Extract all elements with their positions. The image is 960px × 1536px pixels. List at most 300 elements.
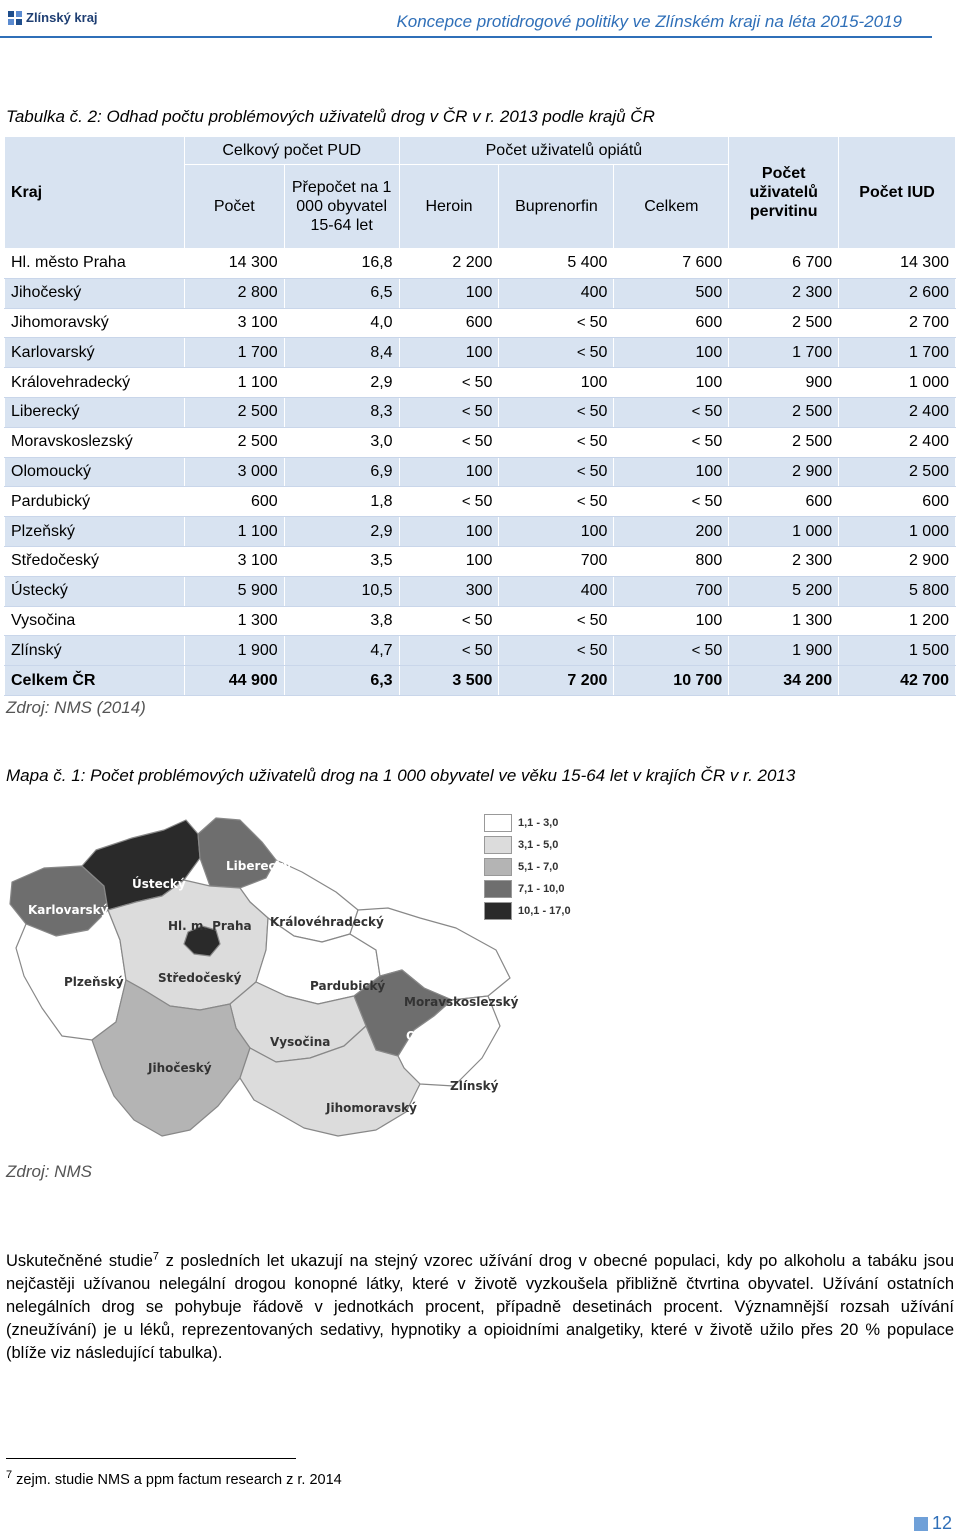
legend-item	[484, 878, 594, 900]
cell-pervitin	[729, 457, 839, 487]
cell-heroin	[399, 636, 499, 666]
table-row	[5, 368, 956, 398]
cell-pervitin	[729, 249, 839, 279]
table-row	[5, 487, 956, 517]
cell-value: 3,0	[370, 433, 393, 451]
cell-value: 800	[695, 552, 723, 570]
cell-celkem	[614, 487, 729, 517]
legend-label: 7,1 - 10,0	[518, 883, 565, 895]
table-row	[5, 636, 956, 666]
cell-value: 50	[589, 641, 608, 659]
cell-value: 1 500	[908, 641, 949, 659]
map-caption: Mapa č. 1: Počet problémových uživatelů drog na 1 000 obyvatel ve věku 15-64 let v krajích ČR v r. 2013	[6, 766, 796, 785]
legend-item	[484, 834, 594, 856]
legend-label: 1,1 - 3,0	[518, 817, 559, 829]
table-row	[5, 546, 956, 576]
cell-pervitin	[729, 666, 839, 696]
cell-value: 100	[465, 343, 493, 361]
cell-value: 4,7	[370, 641, 393, 659]
label-moravskoslezsky: Moravskoslezský	[404, 995, 519, 1009]
label-pardubicky: Pardubický	[310, 979, 386, 993]
cell-value: Karlovarský	[11, 343, 95, 361]
cell-buprenorfin	[499, 427, 614, 457]
cell-iud	[839, 666, 956, 696]
cell-heroin	[399, 666, 499, 696]
cell-value: 2 400	[908, 433, 949, 451]
cell-value: 6,5	[370, 284, 393, 302]
footnote-text: zejm. studie NMS a ppm factum research z r. 2014	[12, 1472, 342, 1488]
cell-value: 14 300	[900, 254, 949, 272]
cell-prepocet	[284, 249, 399, 279]
cell-iud	[839, 576, 956, 606]
cell-celkem	[614, 457, 729, 487]
header-iud: Počet IUD	[839, 137, 956, 249]
cell-value: 3,8	[370, 611, 393, 629]
cell-value: 4,0	[370, 313, 393, 331]
label-zlinsky: Zlínský	[450, 1079, 499, 1093]
cell-value: 50	[474, 611, 493, 629]
cell-iud	[839, 278, 956, 308]
logo-text: Zlínský kraj	[26, 10, 98, 25]
cell-value: 700	[580, 552, 608, 570]
paragraph-rest: z posledních let ukazují na stejný vzorec užívání drog v obecné populaci, kdy po alkoholu a tabáku jsou nejčastěji užívanou nelegální drogou konopné látky, které v životě vyzkoušela přibližně čtvrtina obyvatel. Užívání ostatních nelegálních drog se pohybuje řádově v jednotkách procent, případně desetinách procent. Významnější rozsah užívání (zneužívání) je u léků, reprezentovaných sedativy, hypnotiky a opioidními analgetiky, které v životě užilo přes 20 % populace (blíže viz následující tabulka).	[6, 1252, 954, 1362]
cell-value: 600	[695, 313, 723, 331]
cell-value: 2 900	[792, 462, 833, 480]
cell-value: 8,3	[370, 403, 393, 421]
table-total-row	[5, 666, 956, 696]
cell-value: 700	[695, 582, 723, 600]
cell-iud	[839, 546, 956, 576]
cell-heroin	[399, 487, 499, 517]
cell-value: 100	[580, 373, 608, 391]
legend-label: 3,1 - 5,0	[518, 839, 559, 851]
cell-celkem	[614, 606, 729, 636]
cell-iud	[839, 457, 956, 487]
label-jihomoravsky: Jihomoravský	[326, 1101, 417, 1115]
cell-value: 600	[251, 492, 278, 510]
label-olomoucky: Olomoucký	[406, 1029, 481, 1043]
cell-celkem	[614, 517, 729, 547]
cell-iud	[839, 338, 956, 368]
cell-pervitin	[729, 397, 839, 427]
cell-kraj	[5, 308, 185, 338]
legend-swatch	[484, 902, 512, 920]
cell-buprenorfin	[499, 397, 614, 427]
cell-value: 1 000	[908, 522, 949, 540]
cell-value: 6 700	[792, 254, 833, 272]
cell-celkem	[614, 546, 729, 576]
cell-celkem	[614, 249, 729, 279]
footnote-divider	[6, 1458, 296, 1459]
cell-celkem	[614, 397, 729, 427]
cell-value: 3 100	[237, 552, 278, 570]
cell-prepocet	[284, 457, 399, 487]
less-than-sign: <	[576, 313, 586, 331]
cell-iud	[839, 517, 956, 547]
cell-kraj	[5, 606, 185, 636]
cell-celkem	[614, 636, 729, 666]
cell-iud	[839, 368, 956, 398]
cell-kraj	[5, 338, 185, 368]
cell-value: 2 200	[452, 254, 493, 272]
cell-value: Olomoucký	[11, 462, 92, 480]
table-row	[5, 457, 956, 487]
cell-value: 1 000	[908, 373, 949, 391]
cell-pocet	[184, 427, 284, 457]
header-prepocet: Přepočet na 1 000 obyvatel 15-64 let	[284, 165, 399, 249]
cell-buprenorfin	[499, 576, 614, 606]
cell-value: 5 900	[237, 582, 278, 600]
cell-prepocet	[284, 338, 399, 368]
cell-value: 50	[474, 641, 493, 659]
cell-value: 600	[805, 492, 833, 510]
cell-value: 1 900	[237, 641, 278, 659]
cell-pocet	[184, 397, 284, 427]
cell-heroin	[399, 338, 499, 368]
cell-value: 2 600	[908, 284, 949, 302]
cell-value: 50	[589, 611, 608, 629]
cell-buprenorfin	[499, 278, 614, 308]
cell-celkem	[614, 368, 729, 398]
less-than-sign: <	[461, 373, 471, 391]
cell-pervitin	[729, 606, 839, 636]
cell-celkem	[614, 666, 729, 696]
table-row	[5, 427, 956, 457]
footnote-ref: 7	[152, 1250, 160, 1263]
cell-value: Zlínský	[11, 641, 62, 659]
cell-kraj	[5, 249, 185, 279]
page-number	[914, 1513, 952, 1534]
table-caption: Tabulka č. 2: Odhad počtu problémových uživatelů drog v ČR v r. 2013 podle krajů ČR	[6, 107, 655, 126]
cell-pocet	[184, 666, 284, 696]
less-than-sign: <	[461, 492, 471, 510]
cell-value: 600	[922, 492, 949, 510]
table-row	[5, 606, 956, 636]
region-liberecky	[198, 818, 276, 888]
cell-value: 100	[695, 373, 723, 391]
table-row	[5, 249, 956, 279]
label-praha: Hl. m. Praha	[168, 919, 252, 933]
cell-buprenorfin	[499, 249, 614, 279]
cell-value: 50	[589, 462, 608, 480]
cell-pervitin	[729, 278, 839, 308]
cell-buprenorfin	[499, 368, 614, 398]
cell-kraj	[5, 278, 185, 308]
cell-heroin	[399, 457, 499, 487]
cell-value: 1 200	[908, 611, 949, 629]
cell-value: 50	[704, 403, 723, 421]
cell-pocet	[184, 546, 284, 576]
paragraph-start: Uskutečněné studie	[6, 1252, 153, 1270]
table-row	[5, 397, 956, 427]
cell-value: 5 800	[908, 582, 949, 600]
cell-value: 34 200	[783, 671, 833, 689]
less-than-sign: <	[461, 641, 471, 659]
map-source: Zdroj: NMS	[6, 1162, 92, 1181]
cell-pervitin	[729, 368, 839, 398]
less-than-sign: <	[691, 492, 701, 510]
legend-swatch	[484, 836, 512, 854]
cell-value: 400	[580, 284, 608, 302]
less-than-sign: <	[576, 492, 586, 510]
label-karlovarsky: Karlovarský	[28, 903, 109, 917]
drug-users-table	[4, 136, 956, 696]
cell-kraj	[5, 368, 185, 398]
logo-icon	[8, 11, 22, 25]
less-than-sign: <	[576, 641, 586, 659]
cell-value: 1 900	[792, 641, 833, 659]
label-ustecky: Ústecký	[132, 877, 186, 891]
cell-buprenorfin	[499, 546, 614, 576]
cell-pocet	[184, 249, 284, 279]
cell-iud	[839, 397, 956, 427]
cell-value: 200	[695, 522, 723, 540]
label-liberecky: Liberecký	[226, 859, 292, 873]
cell-buprenorfin	[499, 666, 614, 696]
label-stredocesky: Středočeský	[158, 971, 242, 985]
legend-item	[484, 900, 594, 922]
cell-value: 8,4	[370, 343, 393, 361]
cell-value: 10,5	[361, 582, 393, 600]
table-row	[5, 576, 956, 606]
cell-value: 1 000	[792, 522, 833, 540]
cell-prepocet	[284, 517, 399, 547]
cell-pocet	[184, 606, 284, 636]
footnote	[6, 1469, 342, 1488]
cell-value: 100	[580, 522, 608, 540]
cell-pervitin	[729, 308, 839, 338]
cell-value: 50	[474, 373, 493, 391]
cell-value: 5 400	[567, 254, 608, 272]
cell-value: 50	[704, 492, 723, 510]
header-opiaty: Počet uživatelů opiátů	[399, 137, 729, 165]
cell-value: 2 500	[792, 433, 833, 451]
less-than-sign: <	[461, 403, 471, 421]
cell-pocet	[184, 576, 284, 606]
cell-value: 50	[589, 313, 608, 331]
cell-kraj	[5, 457, 185, 487]
cell-iud	[839, 427, 956, 457]
cell-pocet	[184, 487, 284, 517]
footnote-number: 7	[6, 1469, 13, 1482]
cell-value: 1 700	[792, 343, 833, 361]
cell-value: 44 900	[228, 671, 278, 689]
cell-value: 10 700	[673, 671, 723, 689]
header-pocet: Počet	[184, 165, 284, 249]
cell-kraj	[5, 487, 185, 517]
cell-value: 3 100	[237, 313, 278, 331]
cell-heroin	[399, 517, 499, 547]
cell-prepocet	[284, 278, 399, 308]
cell-value: Ústecký	[11, 582, 68, 600]
body-paragraph	[6, 1250, 954, 1365]
cell-value: 50	[589, 492, 608, 510]
cell-value: 7 600	[682, 254, 723, 272]
cell-heroin	[399, 249, 499, 279]
cell-value: 2,9	[370, 373, 393, 391]
legend-swatch	[484, 880, 512, 898]
cell-buprenorfin	[499, 338, 614, 368]
header-kraj: Kraj	[5, 137, 185, 249]
cell-value: 300	[465, 582, 493, 600]
cell-value: 600	[465, 313, 493, 331]
cell-value: 3,5	[370, 552, 393, 570]
document-title: Koncepce protidrogové politiky ve Zlínském kraji na léta 2015-2019	[396, 12, 902, 31]
cell-value: 2 500	[237, 403, 278, 421]
cell-value: 50	[474, 403, 493, 421]
cell-value: 2,9	[370, 522, 393, 540]
cell-value: 1 300	[792, 611, 833, 629]
cell-pervitin	[729, 427, 839, 457]
less-than-sign: <	[576, 343, 586, 361]
cell-value: 2 500	[792, 313, 833, 331]
cell-value: 16,8	[361, 254, 393, 272]
cell-value: Liberecký	[11, 403, 80, 421]
cell-value: 100	[465, 462, 493, 480]
table-row	[5, 338, 956, 368]
cell-value: 7 200	[567, 671, 608, 689]
cell-prepocet	[284, 576, 399, 606]
header-pervitin: Počet uživatelů pervitinu	[729, 137, 839, 249]
cell-buprenorfin	[499, 606, 614, 636]
cell-value: Pardubický	[11, 492, 91, 510]
cell-heroin	[399, 606, 499, 636]
legend-swatch	[484, 814, 512, 832]
less-than-sign: <	[576, 611, 586, 629]
header-divider	[0, 36, 932, 38]
header-buprenorfin: Buprenorfin	[499, 165, 614, 249]
cell-value: 2 400	[908, 403, 949, 421]
table-row	[5, 278, 956, 308]
cell-prepocet	[284, 397, 399, 427]
logo	[8, 10, 98, 25]
cell-buprenorfin	[499, 517, 614, 547]
cell-prepocet	[284, 368, 399, 398]
cell-value: 100	[465, 522, 493, 540]
header-celkem: Celkem	[614, 165, 729, 249]
cell-pervitin	[729, 636, 839, 666]
cell-value: 2 300	[792, 552, 833, 570]
cell-value: 400	[580, 582, 608, 600]
cell-prepocet	[284, 666, 399, 696]
cell-buprenorfin	[499, 308, 614, 338]
cell-prepocet	[284, 308, 399, 338]
cell-value: Vysočina	[11, 611, 76, 629]
cell-value: 5 200	[792, 582, 833, 600]
cell-value: 50	[589, 433, 608, 451]
cell-value: 50	[704, 433, 723, 451]
cell-value: 1 100	[237, 373, 278, 391]
cell-pervitin	[729, 487, 839, 517]
cell-value: 50	[704, 641, 723, 659]
cell-pervitin	[729, 576, 839, 606]
cell-value: 100	[465, 284, 493, 302]
cell-kraj	[5, 546, 185, 576]
cell-celkem	[614, 576, 729, 606]
cell-value: 1 700	[908, 343, 949, 361]
cell-value: 100	[695, 343, 723, 361]
cell-value: 900	[805, 373, 833, 391]
cell-value: 1,8	[370, 492, 393, 510]
cell-celkem	[614, 278, 729, 308]
page-number-text: 12	[931, 1513, 952, 1533]
cell-heroin	[399, 397, 499, 427]
cell-value: 2 800	[237, 284, 278, 302]
cell-value: 50	[474, 433, 493, 451]
cell-pervitin	[729, 338, 839, 368]
cell-value: 100	[695, 611, 723, 629]
cell-pocet	[184, 636, 284, 666]
cell-pocet	[184, 517, 284, 547]
cell-value: Jihomoravský	[11, 313, 109, 331]
label-vysocina: Vysočina	[270, 1035, 331, 1049]
cell-value: 2 700	[908, 313, 949, 331]
cell-value: 42 700	[900, 671, 949, 689]
table-row	[5, 308, 956, 338]
cell-buprenorfin	[499, 636, 614, 666]
cell-value: 50	[589, 403, 608, 421]
cell-value: 6,9	[370, 462, 393, 480]
cell-prepocet	[284, 636, 399, 666]
cell-value: 50	[474, 492, 493, 510]
less-than-sign: <	[461, 433, 471, 451]
cell-pocet	[184, 457, 284, 487]
legend-item	[484, 812, 594, 834]
cell-pocet	[184, 368, 284, 398]
cell-value: 100	[695, 462, 723, 480]
table-body	[5, 249, 956, 696]
cell-kraj	[5, 397, 185, 427]
cell-value: Královehradecký	[11, 373, 131, 391]
cell-value: 14 300	[228, 254, 278, 272]
cell-pervitin	[729, 546, 839, 576]
cell-value: 2 500	[237, 433, 278, 451]
cell-pocet	[184, 308, 284, 338]
cell-iud	[839, 636, 956, 666]
cell-celkem	[614, 308, 729, 338]
cell-kraj	[5, 427, 185, 457]
cell-value: Moravskoslezský	[11, 433, 133, 451]
cell-value: 3 000	[237, 462, 278, 480]
cell-value: 1 700	[237, 343, 278, 361]
cell-prepocet	[284, 546, 399, 576]
legend-label: 10,1 - 17,0	[518, 905, 571, 917]
cell-value: 2 300	[792, 284, 833, 302]
less-than-sign: <	[576, 462, 586, 480]
less-than-sign: <	[691, 433, 701, 451]
legend-item	[484, 856, 594, 878]
cell-value: 1 100	[237, 522, 278, 540]
cell-iud	[839, 308, 956, 338]
less-than-sign: <	[461, 611, 471, 629]
cell-celkem	[614, 338, 729, 368]
map-legend	[484, 812, 594, 922]
less-than-sign: <	[691, 403, 701, 421]
label-jihocesky: Jihočeský	[148, 1061, 212, 1075]
less-than-sign: <	[576, 433, 586, 451]
table-row	[5, 517, 956, 547]
cell-buprenorfin	[499, 457, 614, 487]
table-source: Zdroj: NMS (2014)	[6, 698, 146, 717]
less-than-sign: <	[576, 403, 586, 421]
cell-prepocet	[284, 487, 399, 517]
cell-kraj	[5, 517, 185, 547]
cell-value: 2 900	[908, 552, 949, 570]
cell-heroin	[399, 368, 499, 398]
cell-iud	[839, 487, 956, 517]
cell-pervitin	[729, 517, 839, 547]
header-heroin: Heroin	[399, 165, 499, 249]
